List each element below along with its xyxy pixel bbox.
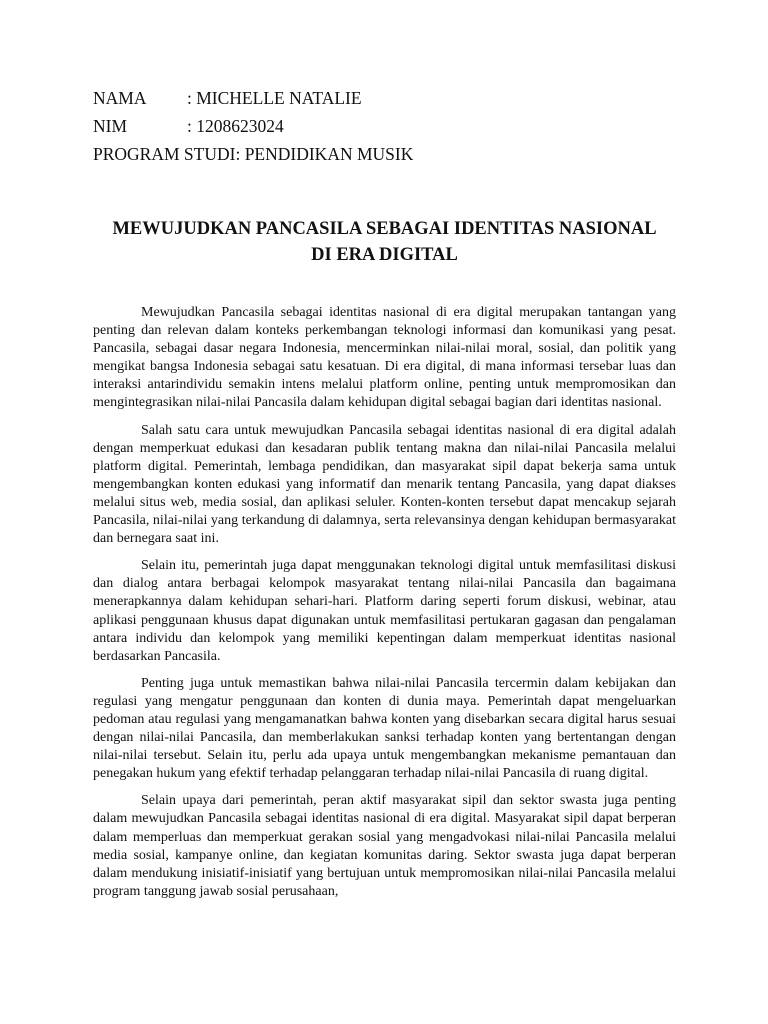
- document-body: [93, 304, 676, 901]
- nim-label: NIM: [93, 116, 128, 136]
- paragraph-4: Penting juga untuk memastikan bahwa nilai-nilai Pancasila tercermin dalam kebijakan dan regulasi yang mengatur penggunaan dan konten di dunia maya. Pemerintah dapat mengeluarkan pedoman atau regulasi yang mengamanatkan bahwa konten yang disebarkan secara digital harus sesuai dengan nilai-nilai Pancasila, dan memberlakukan sanksi terhadap konten yang bertentangan dengan nilai-nilai tersebut. Selain itu, perlu ada upaya untuk mengembangkan mekanisme pemantauan dan penegakan hukum yang efektif terhadap pelanggaran terhadap nilai-nilai Pancasila di ruang digital.: [93, 675, 676, 782]
- document-title: MEWUJUDKAN PANCASILA SEBAGAI IDENTITAS NASIONAL DI ERA DIGITAL: [112, 219, 657, 265]
- paragraph-2: Salah satu cara untuk mewujudkan Pancasila sebagai identitas nasional di era digital adalah dengan memperkuat edukasi dan kesadaran publik tentang makna dan nilai-nilai Pancasila melalui platform digital. Pemerintah, lembaga pendidikan, dan masyarakat sipil dapat bekerja sama untuk mengembangkan konten edukasi yang informatif dan menarik tentang Pancasila, yang dapat diakses melalui situs web, media sosial, dan aplikasi seluler. Konten-konten tersebut dapat mencakup sejarah Pancasila, nilai-nilai yang terkandung di dalamnya, serta relevansinya dengan kehidupan bermasyarakat dan bernegara saat ini.: [93, 422, 676, 547]
- nim-value: : 1208623024: [187, 116, 284, 136]
- student-info: [93, 84, 676, 168]
- program-text: PROGRAM STUDI: PENDIDIKAN MUSIK: [93, 144, 414, 164]
- name-row: [93, 84, 676, 112]
- nim-row: [93, 112, 676, 140]
- name-label: NAMA: [93, 88, 147, 108]
- name-value: : MICHELLE NATALIE: [187, 88, 362, 108]
- program-row: [93, 140, 676, 168]
- paragraph-5: Selain upaya dari pemerintah, peran aktif masyarakat sipil dan sektor swasta juga penting dalam mewujudkan Pancasila sebagai identitas nasional di era digital. Masyarakat sipil dapat berperan dalam memperluas dan memperkuat gerakan sosial yang mengadvokasi nilai-nilai Pancasila melalui media sosial, kampanye online, dan kegiatan komunitas daring. Sektor swasta juga dapat berperan dalam mendukung inisiatif-inisiatif yang bertujuan untuk mempromosikan nilai-nilai Pancasila melalui program tanggung jawab sosial perusahaan,: [93, 793, 676, 899]
- paragraph-1: Mewujudkan Pancasila sebagai identitas nasional di era digital merupakan tantangan yang penting dan relevan dalam konteks perkembangan teknologi informasi dan komunikasi yang pesat. Pancasila, sebagai dasar negara Indonesia, mencerminkan nilai-nilai moral, sosial, dan politik yang mengikat bangsa Indonesia sebagai satu kesatuan. Di era digital, di mana informasi tersebar luas dan interaksi antarindividu semakin intens melalui platform online, penting untuk mempromosikan dan mengintegrasikan nilai-nilai Pancasila dalam kehidupan digital sebagai bagian dari identitas nasional.: [93, 305, 676, 411]
- paragraph-3: Selain itu, pemerintah juga dapat menggunakan teknologi digital untuk memfasilitasi diskusi dan dialog antara berbagai kelompok masyarakat tentang nilai-nilai Pancasila dan bagaimana menerapkannya dalam kehidupan sehari-hari. Platform daring seperti forum diskusi, webinar, atau aplikasi penggunaan khusus dapat digunakan untuk memfasilitasi pertukaran gagasan dan pengalaman antara individu dan kelompok yang memiliki kepentingan dalam memperkuat identitas nasional berdasarkan Pancasila.: [93, 558, 676, 664]
